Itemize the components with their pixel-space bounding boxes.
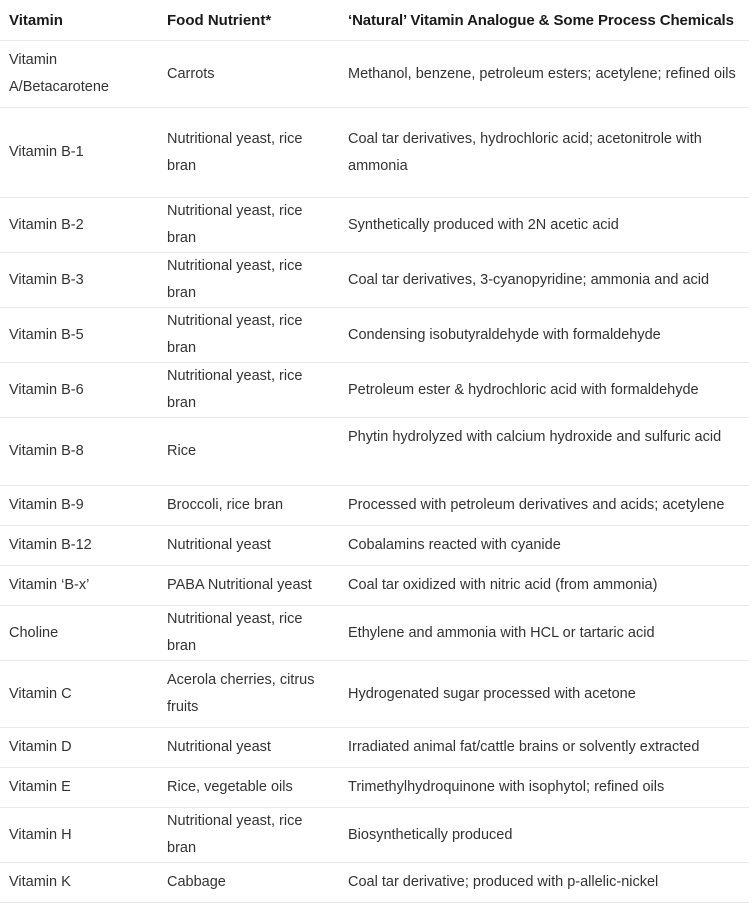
- food-cell: Nutritional yeast, rice bran: [158, 108, 339, 198]
- food-cell: PABA Nutritional yeast: [158, 566, 339, 606]
- vitamin-cell: Vitamin B-8: [0, 418, 158, 486]
- analogue-cell: Processed with petroleum derivatives and acids; acetylene: [339, 486, 749, 526]
- food-cell: Nutritional yeast, rice bran: [158, 363, 339, 418]
- table-row: [0, 308, 749, 363]
- analogue-cell: Biosynthetically produced: [339, 808, 749, 863]
- header-analogue: ‘Natural’ Vitamin Analogue & Some Process Chemicals: [339, 0, 749, 41]
- table-row: [0, 526, 749, 566]
- vitamin-cell: Vitamin D: [0, 728, 158, 768]
- vitamin-cell: Vitamin H: [0, 808, 158, 863]
- food-cell: Nutritional yeast: [158, 526, 339, 566]
- table-row: [0, 108, 749, 198]
- table-row: [0, 363, 749, 418]
- food-cell: Rice: [158, 418, 339, 486]
- analogue-cell: Methanol, benzene, petroleum esters; acetylene; refined oils: [339, 41, 749, 108]
- vitamin-cell: Vitamin B-9: [0, 486, 158, 526]
- analogue-cell: Coal tar oxidized with nitric acid (from ammonia): [339, 566, 749, 606]
- analogue-cell: Irradiated animal fat/cattle brains or solvently extracted: [339, 728, 749, 768]
- analogue-cell: Phytin hydrolyzed with calcium hydroxide and sulfuric acid: [339, 418, 749, 486]
- table-row: [0, 728, 749, 768]
- food-cell: Nutritional yeast, rice bran: [158, 606, 339, 661]
- vitamin-cell: Vitamin C: [0, 661, 158, 728]
- table-row: [0, 863, 749, 903]
- table-row: [0, 768, 749, 808]
- food-cell: Cabbage: [158, 863, 339, 903]
- analogue-cell: Synthetically produced with 2N acetic acid: [339, 198, 749, 253]
- food-cell: Nutritional yeast, rice bran: [158, 198, 339, 253]
- vitamin-cell: Vitamin A/Betacarotene: [0, 41, 158, 108]
- analogue-cell: Trimethylhydroquinone with isophytol; refined oils: [339, 768, 749, 808]
- vitamin-cell: Vitamin B-5: [0, 308, 158, 363]
- table-row: [0, 606, 749, 661]
- table-row: [0, 486, 749, 526]
- vitamin-cell: Vitamin K: [0, 863, 158, 903]
- analogue-cell: Hydrogenated sugar processed with acetone: [339, 661, 749, 728]
- table-row: [0, 41, 749, 108]
- vitamin-cell: Vitamin B-1: [0, 108, 158, 198]
- table-row: [0, 253, 749, 308]
- vitamin-cell: Vitamin B-6: [0, 363, 158, 418]
- analogue-cell: Petroleum ester & hydrochloric acid with formaldehyde: [339, 363, 749, 418]
- vitamin-cell: Vitamin E: [0, 768, 158, 808]
- food-cell: Nutritional yeast, rice bran: [158, 253, 339, 308]
- analogue-cell: Condensing isobutyraldehyde with formaldehyde: [339, 308, 749, 363]
- analogue-cell: Ethylene and ammonia with HCL or tartaric acid: [339, 606, 749, 661]
- table-row: [0, 808, 749, 863]
- food-cell: Nutritional yeast, rice bran: [158, 808, 339, 863]
- header-vitamin: Vitamin: [0, 0, 158, 41]
- table-row: [0, 418, 749, 486]
- analogue-cell: Cobalamins reacted with cyanide: [339, 526, 749, 566]
- food-cell: Nutritional yeast, rice bran: [158, 308, 339, 363]
- vitamin-cell: Vitamin B-12: [0, 526, 158, 566]
- vitamin-cell: Vitamin B-3: [0, 253, 158, 308]
- header-food-nutrient: Food Nutrient*: [158, 0, 339, 41]
- food-cell: Nutritional yeast: [158, 728, 339, 768]
- food-cell: Broccoli, rice bran: [158, 486, 339, 526]
- vitamin-cell: Vitamin B-2: [0, 198, 158, 253]
- table-row: [0, 661, 749, 728]
- analogue-cell: Coal tar derivatives, 3-cyanopyridine; ammonia and acid: [339, 253, 749, 308]
- analogue-cell: Coal tar derivative; produced with p-allelic-nickel: [339, 863, 749, 903]
- vitamin-cell: Choline: [0, 606, 158, 661]
- food-cell: Carrots: [158, 41, 339, 108]
- table-row: [0, 566, 749, 606]
- table-row: [0, 198, 749, 253]
- food-cell: Rice, vegetable oils: [158, 768, 339, 808]
- vitamin-cell: Vitamin ‘B-x’: [0, 566, 158, 606]
- food-cell: Acerola cherries, citrus fruits: [158, 661, 339, 728]
- analogue-cell: Coal tar derivatives, hydrochloric acid; acetonitrole with ammonia: [339, 108, 749, 198]
- table-header-row: [0, 0, 749, 41]
